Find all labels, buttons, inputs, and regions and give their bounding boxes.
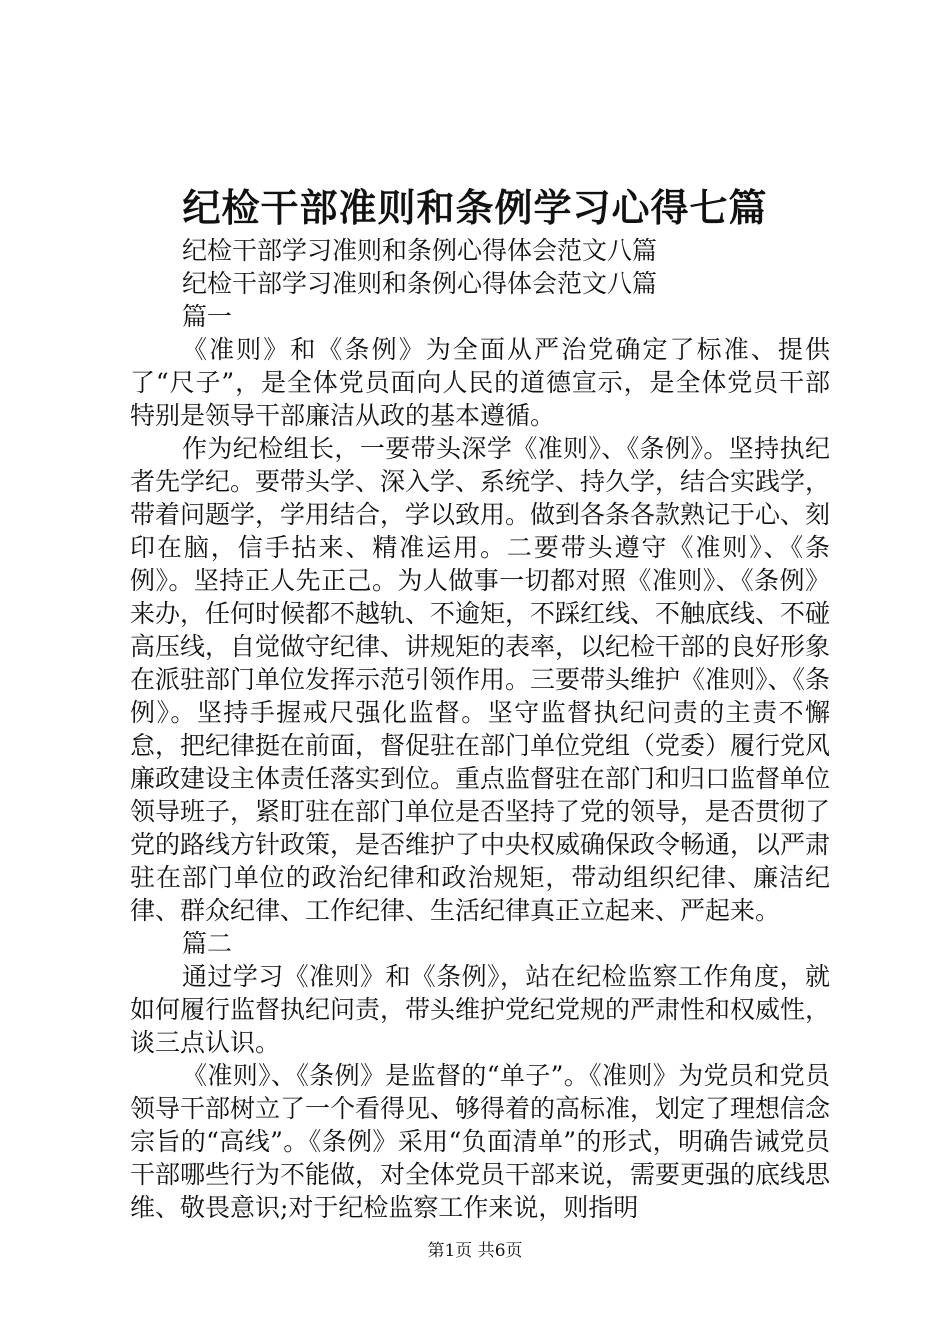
subtitle-line: 纪检干部学习准则和条例心得体会范文八篇: [182, 236, 658, 265]
document-body: [130, 234, 830, 1224]
section-heading: 篇一: [182, 302, 233, 331]
subtitle-line: 纪检干部学习准则和条例心得体会范文八篇: [182, 269, 658, 298]
section-heading: 篇二: [182, 929, 233, 958]
paragraph: 《准则》、《条例》是监督的“单子”。《准则》为党员和党员领导干部树立了一个看得见、够得着的高标准，划定了理想信念宗旨的“高线”。《条例》采用“负面清单”的形式，明确告诫党员干部哪些行为不能做，对全体党员干部来说，需要更强的底线思维、敬畏意识;对于纪检监察工作来说，则指明: [130, 1061, 831, 1222]
document-title: 纪检干部准则和条例学习心得七篇: [182, 185, 768, 230]
paragraph: 《准则》和《条例》为全面从严治党确定了标准、提供了“尺子”，是全体党员面向人民的道德宣示，是全体党员干部特别是领导干部廉洁从政的基本遵循。: [130, 335, 830, 430]
paragraph: 作为纪检组长，一要带头深学《准则》、《条例》。坚持执纪者先学纪。要带头学、深入学、系统学、持久学，结合实践学，带着问题学，学用结合，学以致用。做到各条各款熟记于心、刻印在脑，信手拈来、精准运用。二要带头遵守《准则》、《条例》。坚持正人先正己。为人做事一切都对照《准则》、《条例》来办，任何时候都不越轨、不逾矩，不踩红线、不触底线、不碰高压线，自觉做守纪律、讲规矩的表率，以纪检干部的良好形象在派驻部门单位发挥示范引领作用。三要带头维护《准则》、《条例》。坚持手握戒尺强化监督。坚守监督执纪问责的主责不懈怠，把纪律挺在前面，督促驻在部门单位党组（党委）履行党风廉政建设主体责任落实到位。重点监督驻在部门和归口监督单位领导班子，紧盯驻在部门单位是否坚持了党的领导，是否贯彻了党的路线方针政策，是否维护了中央权威确保政令畅通，以严肃驻在部门单位的政治纪律和政治规矩，带动组织纪律、廉洁纪律、群众纪律、工作纪律、生活纪律真正立起来、严起来。: [130, 434, 831, 925]
page-footer: 第1页 共6页: [427, 1241, 523, 1261]
paragraph: 通过学习《准则》和《条例》，站在纪检监察工作角度，就如何履行监督执纪问责，带头维护党纪党规的严肃性和权威性，谈三点认识。: [130, 962, 831, 1057]
